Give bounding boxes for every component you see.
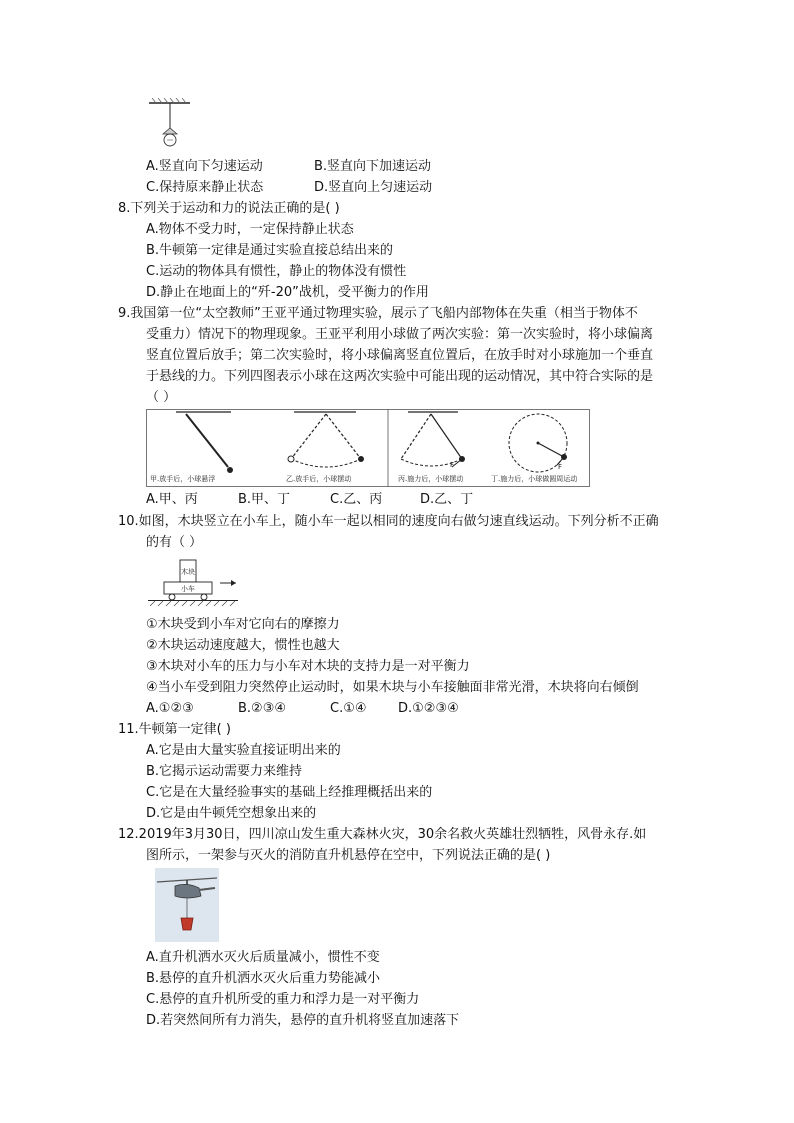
hanging-lamp-figure <box>146 98 196 153</box>
panel-ding-force: F <box>558 463 563 471</box>
panel-ding-label: 丁.施力后，小球做圆周运动 <box>491 475 578 483</box>
cart-label: 小车 <box>181 585 195 593</box>
helicopter-photo <box>155 868 219 942</box>
q9-stem-line-3: 竖直位置后放手；第二次实验时，将小球偏离竖直位置后，在放手时对小球施加一个垂直 <box>146 348 654 363</box>
pendulum-figure <box>146 409 590 487</box>
q8-option-d[interactable]: D.静止在地面上的“歼-20”战机，受平衡力的作用 <box>146 285 429 300</box>
q10-option-a[interactable]: A.①②③ <box>146 701 194 716</box>
q10-stem-line-1: 10.如图，木块竖立在小车上，随小车一起以相同的速度向右做匀速直线运动。下列分析不正确 <box>118 514 659 529</box>
q9-stem-line-5: （ ） <box>146 390 177 405</box>
q10-statement-1: ①木块受到小车对它向右的摩擦力 <box>146 617 340 632</box>
q11-option-d[interactable]: D.它是由牛顿凭空想象出来的 <box>146 806 317 821</box>
q11-stem: 11.牛顿第一定律( ) <box>118 722 231 737</box>
panel-bing-label: 丙.施力后，小球摆动 <box>398 475 464 483</box>
q8-stem: 8.下列关于运动和力的说法正确的是( ) <box>118 201 340 216</box>
q9-stem-line-1: 9.我国第一位“太空教师”王亚平通过物理实验，展示了飞船内部物体在失重（相当于物体不 <box>118 306 638 321</box>
q12-stem-line-2: 图所示，一架参与灭火的消防直升机悬停在空中，下列说法正确的是( ) <box>146 848 551 863</box>
q9-stem-line-4: 于悬线的力。下列四图表示小球在这两次实验中可能出现的运动情况，其中符合实际的是 <box>146 369 654 384</box>
q11-option-b[interactable]: B.它揭示运动需要力来维持 <box>146 764 303 779</box>
q12-option-d[interactable]: D.若突然间所有力消失，悬停的直升机将竖直加速落下 <box>146 1013 460 1028</box>
q10-option-d[interactable]: D.①②③④ <box>398 701 459 716</box>
q9-stem-line-2: 受重力）情况下的物理现象。王亚平利用小球做了两次实验：第一次实验时，将小球偏离 <box>146 327 654 342</box>
block-label: 木块 <box>181 568 195 576</box>
q8-option-c[interactable]: C.运动的物体具有惯性，静止的物体没有惯性 <box>146 264 407 279</box>
q9-option-a[interactable]: A.甲、丙 <box>146 492 198 507</box>
panel-yi-label: 乙.放手后，小球摆动 <box>286 475 352 483</box>
q12-stem-line-1: 12.2019年3月30日，四川凉山发生重大森林火灾，30余名救火英雄壮烈牺牲，风骨永存.如 <box>118 827 647 842</box>
q11-option-c[interactable]: C.它是在大量经验事实的基础上经推理概括出来的 <box>146 785 433 800</box>
q12-option-a[interactable]: A.直升机洒水灭火后质量减小，惯性不变 <box>146 950 380 965</box>
q10-option-b[interactable]: B.②③④ <box>238 701 287 716</box>
q8-option-b[interactable]: B.牛顿第一定律是通过实验直接总结出来的 <box>146 243 394 258</box>
q7-option-b[interactable]: B.竖直向下加速运动 <box>314 159 432 174</box>
q7-option-a[interactable]: A.竖直向下匀速运动 <box>146 159 263 174</box>
q10-statement-3: ③木块对小车的压力与小车对木块的支持力是一对平衡力 <box>146 659 470 674</box>
q8-option-a[interactable]: A.物体不受力时，一定保持静止状态 <box>146 222 354 237</box>
q12-option-b[interactable]: B.悬停的直升机洒水灭火后重力势能减小 <box>146 971 381 986</box>
panel-jia-label: 甲.放手后，小球悬浮 <box>150 475 216 483</box>
panel-bing-force: F <box>450 461 455 469</box>
q10-statement-2: ②木块运动速度越大，惯性也越大 <box>146 638 340 653</box>
q7-option-d[interactable]: D.竖直向上匀速运动 <box>314 180 433 195</box>
q9-option-b[interactable]: B.甲、丁 <box>238 492 291 507</box>
q10-statement-4: ④当小车受到阻力突然停止运动时，如果木块与小车接触面非常光滑，木块将向右倾倒 <box>146 680 639 695</box>
q9-option-c[interactable]: C.乙、丙 <box>330 492 383 507</box>
q12-option-c[interactable]: C.悬停的直升机所受的重力和浮力是一对平衡力 <box>146 992 420 1007</box>
q10-stem-line-2: 的有（ ） <box>146 535 203 550</box>
q10-option-c[interactable]: C.①④ <box>330 701 367 716</box>
helicopter-icon <box>155 868 219 942</box>
q7-option-c[interactable]: C.保持原来静止状态 <box>146 180 264 195</box>
q11-option-a[interactable]: A.它是由大量实验直接证明出来的 <box>146 743 341 758</box>
cart-figure <box>146 556 242 608</box>
q9-option-d[interactable]: D.乙、丁 <box>420 492 474 507</box>
